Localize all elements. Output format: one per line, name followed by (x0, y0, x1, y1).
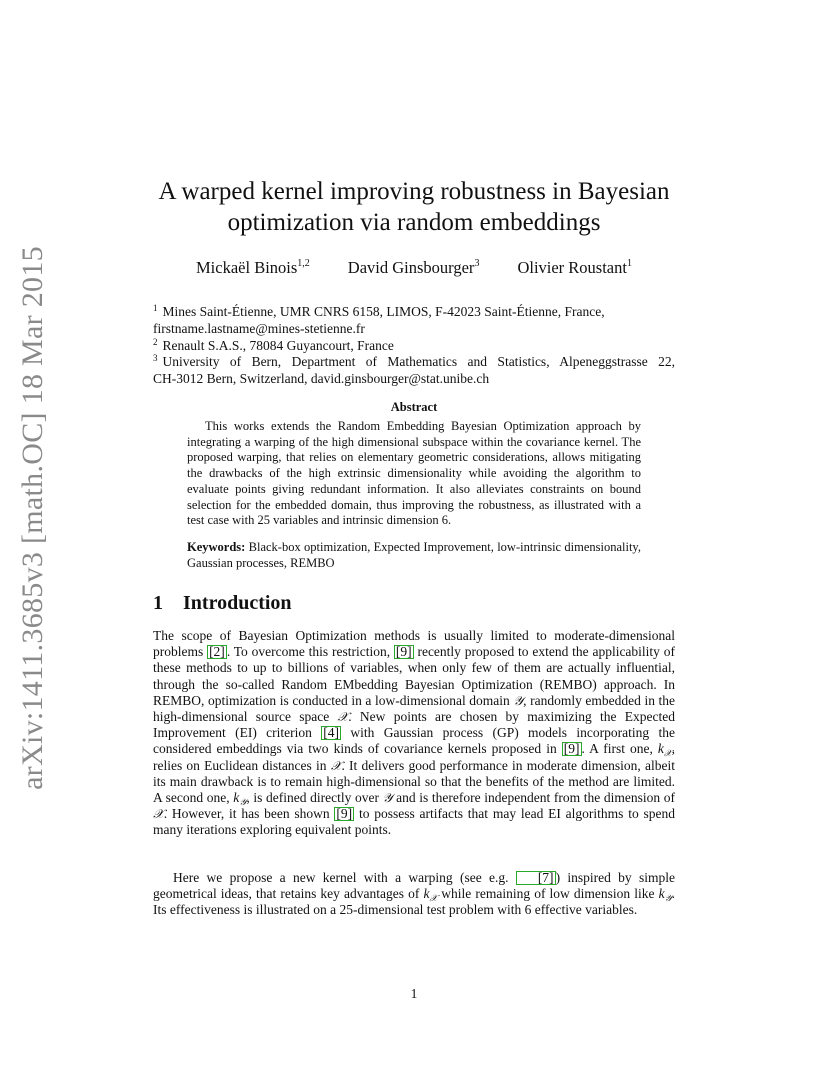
citation-link[interactable]: [4] (323, 725, 340, 741)
arxiv-id-text: arXiv:1411.3685v3 [math.OC] 18 Mar 2015 (16, 245, 49, 790)
citation-link[interactable]: [9] (563, 741, 580, 757)
affiliation-line: $^2$ Renault S.A.S., 78084 Guyancourt, France (153, 336, 394, 353)
citation-link[interactable]: [2] (209, 644, 225, 660)
author-list (150, 258, 678, 278)
keywords-text: Black-box optimization, Expected Improvement, low-intrinsic dimensionality, Gaussian processes, REMBO (187, 540, 642, 570)
affiliations (153, 304, 675, 388)
author: Olivier Roustant$^1$ (517, 258, 632, 277)
affiliation-line: firstname.lastname@mines-stetienne.fr (153, 320, 365, 336)
abstract-text: This works extends the Random Embedding Bayesian Optimization approach by integrating a warping of the high dimensional subspace within the covariance kernel. The proposed warping, that relies on elementary geometric considerations, allows mitigating the drawbacks of the high extrinsic dimensionality while avoiding the algorithm to evaluate points giving redundant information. It also alleviates constraints on bound selection for the embedded domain, thus improving the robustness, as illustrated with a test case with 25 variables and intrinsic dimension 6. (187, 419, 641, 528)
citation-link[interactable]: [9] (336, 806, 353, 822)
citation-link[interactable]: [9] (395, 644, 412, 660)
arxiv-identifier-stamp (8, 245, 58, 790)
abstract-heading: Abstract (390, 400, 438, 414)
page-number: 1 (410, 986, 418, 1001)
affiliation-line: $^1$ Mines Saint-Étienne, UMR CNRS 6158, LIMOS, F-42023 Saint-Étienne, France, (153, 303, 605, 319)
affiliation-line: $^3$ University of Bern, Department of Mathematics and Statistics, Alpeneggstrasse 22, (153, 353, 675, 370)
paper-title: A warped kernel improving robustness in Bayesian optimization via random embeddings (158, 178, 670, 236)
keywords (187, 540, 641, 571)
affiliation-line: CH-3012 Bern, Switzerland, david.ginsbourger@stat.unibe.ch (153, 371, 490, 387)
author: Mickaël Binois$^{1,2}$ (196, 258, 310, 277)
section-heading: 1 Introduction (153, 592, 292, 614)
keywords-label: Keywords: (187, 540, 246, 554)
citation-link[interactable]: [7] (516, 871, 556, 885)
intro-paragraph-1: The scope of Bayesian Optimization methods is usually limited to moderate-dimensional problems [2] . To overcome this restriction, [9] recently proposed to extend the applicability of these methods to up to billions of variables, when only few of them are actually influential, through the so-called Random EMbedding Bayesian Optimization (REMBO) approach. In REMBO, optimization is conducted in a low-dimensional domain 𝒴, randomly embedded in the high-dimensional source space 𝒳. New points are chosen by maximizing the Expected Improvement (EI) criterion [4] with Gaussian process (GP) models incorporating the considered embeddings via two kinds of covariance kernels proposed in [9] . A first one, $k_𝒳$, relies on Euclidean distances in 𝒳. It delivers good performance in moderate dimension, albeit its main drawback is to remain high-dimensional so that the benefits of the method are limited. A second one, $k_𝒴$, is defined directly over 𝒴 and is therefore independent from the dimension of 𝒳. However, it has been shown [9] to possess artifacts that may lead EI algorithms to spend many iterations exploring equivalent points. (153, 628, 676, 838)
intro-paragraph-2: Here we propose a new kernel with a warping (see e.g. [7] ) inspired by simple geometrical ideas, that retains key advantages of $k_𝒳$ while remaining of low dimension like $k_𝒴$. Its effectiveness is illustrated on a 25-dimensional test problem with 6 effective variables. (153, 870, 675, 918)
author: David Ginsbourger$^3$ (347, 258, 480, 277)
